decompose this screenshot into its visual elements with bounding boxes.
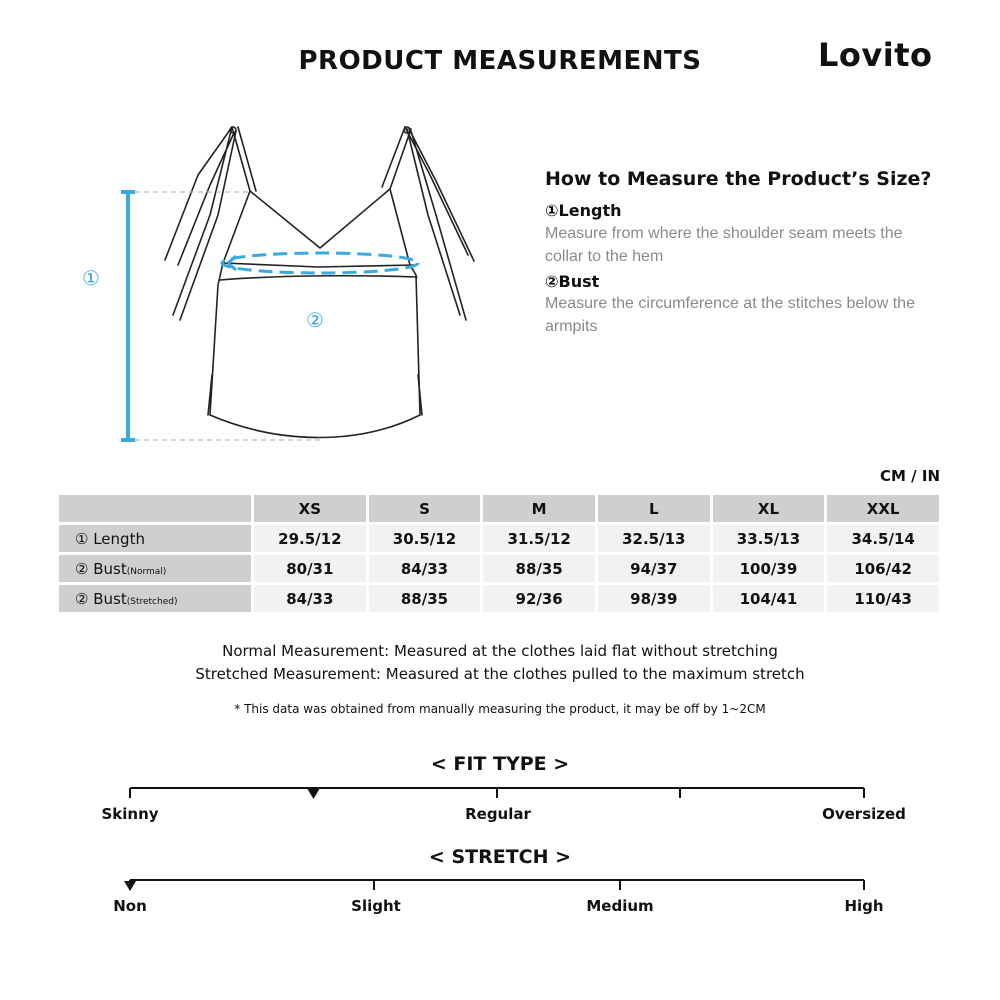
garment-diagram [60,115,500,455]
fit-label-oversized: Oversized [822,805,906,823]
page-title: PRODUCT MEASUREMENTS [298,46,702,76]
table-cell: 106/42 [827,555,939,582]
stretch-label-slight: Slight [351,897,401,915]
table-cell: 84/33 [369,555,481,582]
table-cell: 30.5/12 [369,525,481,552]
fit-label-regular: Regular [465,805,531,823]
row-label-bust-normal [59,555,251,582]
row-label-sub: (Stretched) [126,596,178,607]
stretch-label-high: High [844,897,884,915]
row-label-sub: (Normal) [126,566,167,577]
table-cell: 110/43 [827,585,939,612]
table-cell: 33.5/13 [713,525,825,552]
size-header: XL [713,495,825,522]
normal-measurement-note: Normal Measurement: Measured at the clothes laid flat without stretching [222,642,778,660]
table-cell: 31.5/12 [483,525,595,552]
right-strap [382,127,411,189]
stretch-title: < STRETCH > [428,846,572,868]
bust-marker: ② [306,308,324,332]
bust-measure-line [222,253,418,273]
row-label-text: ② Bust [75,559,127,578]
table-row [59,525,939,552]
table-header-row [59,495,939,522]
row-label-length [59,525,251,552]
size-table [56,492,942,615]
stretch-label-non: Non [113,897,147,915]
length-measure-line [121,192,320,440]
stretch-scale [120,870,880,900]
size-header: S [369,495,481,522]
table-row [59,555,939,582]
length-description: Measure from where the shoulder seam meets the collar to the hem [545,225,903,265]
stretch-label-medium: Medium [586,897,654,915]
stretched-measurement-note: Stretched Measurement: Measured at the clothes pulled to the maximum stretch [195,665,805,683]
length-marker: ① [82,266,100,290]
table-cell: 92/36 [483,585,595,612]
table-row [59,585,939,612]
bust-description: Measure the circumference at the stitches below the armpits [545,295,915,335]
table-corner-cell [59,495,251,522]
fit-type-title: < FIT TYPE > [430,753,570,775]
row-label-text: ① Length [75,529,145,548]
length-label: ①Length [545,201,622,220]
stretch-indicator [124,881,136,891]
fit-label-skinny: Skinny [101,805,159,823]
row-label-text: ② Bust [75,589,127,608]
table-cell: 80/31 [254,555,366,582]
size-header: L [598,495,710,522]
left-tie [165,127,236,320]
table-cell: 104/41 [713,585,825,612]
unit-label: CM / IN [880,467,940,485]
size-header: XXL [827,495,939,522]
table-cell: 29.5/12 [254,525,366,552]
bust-label: ②Bust [545,272,600,291]
table-cell: 100/39 [713,555,825,582]
disclaimer-note: * This data was obtained from manually measuring the product, it may be off by 1~2CM [234,702,766,716]
table-cell: 94/37 [598,555,710,582]
row-label-bust-stretched [59,585,251,612]
table-cell: 34.5/14 [827,525,939,552]
table-cell: 98/39 [598,585,710,612]
fit-type-scale [120,778,880,808]
table-cell: 32.5/13 [598,525,710,552]
table-cell: 84/33 [254,585,366,612]
right-tie [405,127,474,320]
table-cell: 88/35 [369,585,481,612]
table-cell: 88/35 [483,555,595,582]
how-to-title: How to Measure the Product’s Size? [545,168,932,190]
size-header: XS [254,495,366,522]
brand-logo: Lovito [818,36,933,74]
size-header: M [483,495,595,522]
fit-type-indicator [308,789,320,799]
